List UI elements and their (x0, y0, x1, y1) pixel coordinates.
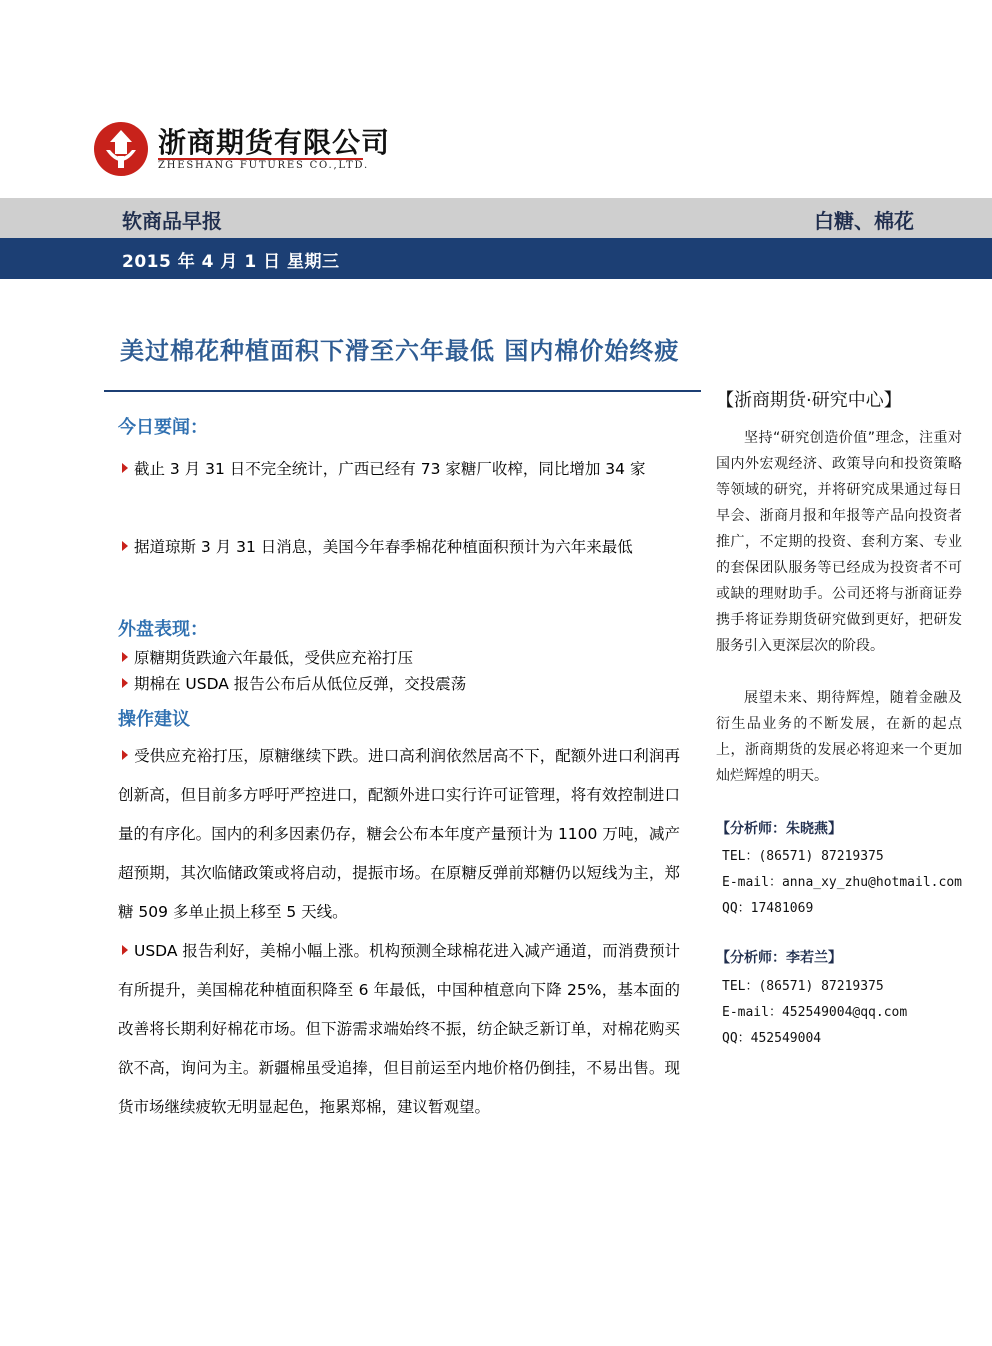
date-bar (0, 238, 992, 279)
research-center-outlook: 展望未来、期待辉煌，随着金融及衍生品业务的不断发展，在新的起点上，浙商期货的发展必将迎来一个更加灿烂辉煌的明天。 (716, 690, 962, 784)
research-center-heading: 【浙商期货·研究中心】 (716, 390, 902, 411)
company-name-cn: 浙商期货有限公司 (158, 126, 391, 159)
advice-cotton: USDA 报告利好，美棉小幅上涨。机构预测全球棉花进入减产通道，而消费预计有所提升，美国棉花种植面积降至 6 年最低，中国种植意向下降 25%，基本面的改善将长期利好棉花市场。但下游需求端始终不振，纺企缺乏新订单，对棉花购买欲不高，询问为主。新疆棉虽受追捧，但目前运至内地价格仍倒挂，不易出售。现货市场继续疲软无明显起色，拖累郑棉，建议暂观望。 (118, 942, 680, 1116)
company-name-en: ZHESHANG FUTURES CO.,LTD. (158, 160, 369, 171)
bullet-arrow-icon (122, 541, 128, 551)
report-date: 2015 年 4 月 1 日 星期三 (122, 252, 340, 272)
today-news-heading: 今日要闻： (118, 417, 208, 438)
bullet-arrow-icon (122, 750, 128, 760)
analyst-2-tel: TEL：(86571) 87219375 (722, 979, 884, 994)
title-divider (104, 390, 701, 392)
analyst-2-heading: 【分析师：李若兰】 (716, 950, 842, 966)
bullet-arrow-icon (122, 652, 128, 662)
bullet-arrow-icon (122, 463, 128, 473)
today-news-item: 据道琼斯 3 月 31 日消息，美国今年春季棉花种植面积预计为六年来最低 (118, 528, 680, 567)
page-title: 美过棉花种植面积下滑至六年最低 国内棉价始终疲 (120, 337, 680, 365)
research-center-intro: 坚持“研究创造价值”理念，注重对国内外宏观经济、政策导向和投资策略等领域的研究，并将研究成果通过每日早会、浙商月报和年报等产品向投资者推广，不定期的投资、套利方案、专业的套保团队服务等已经成为投资者不可或缺的理财助手。公司还将与浙商证券携手将证券期货研究做到更好，把研发服务引入更深层次的阶段。 (716, 430, 962, 654)
bullet-arrow-icon (122, 678, 128, 688)
today-news-item: 截止 3 月 31 日不完全统计，广西已经有 73 家糖厂收榨，同比增加 34 家 (118, 450, 680, 489)
analyst-1-email[interactable]: E-mail：anna_xy_zhu@hotmail.com (722, 875, 962, 890)
overseas-item: 期棉在 USDA 报告公布后从低位反弹，交投震荡 (118, 671, 680, 698)
bullet-arrow-icon (122, 945, 128, 955)
analyst-2-qq: QQ：452549004 (722, 1031, 822, 1046)
advice-sugar: 受供应充裕打压，原糖继续下跌。进口高利润依然居高不下，配额外进口利润再创新高，但目前多方呼吁严控进口，配额外进口实行许可证管理，将有效控制进口量的有序化。国内的利多因素仍存，糖会公布本年度产量预计为 1100 万吨，减产超预期，其次临储政策或将启动，提振市场。在原糖反弹前郑糖仍以短线为主，郑糖 509 多单止损上移至 5 天线。 (118, 747, 680, 921)
analyst-1-heading: 【分析师：朱晓燕】 (716, 821, 842, 837)
report-products: 白糖、棉花 (814, 209, 914, 233)
overseas-item: 原糖期货跌逾六年最低，受供应充裕打压 (118, 645, 680, 672)
report-type: 软商品早报 (122, 209, 222, 233)
analyst-1-qq: QQ：17481069 (722, 901, 814, 916)
overseas-heading: 外盘表现： (118, 619, 208, 640)
analyst-1-tel: TEL：(86571) 87219375 (722, 849, 884, 864)
analyst-2-email[interactable]: E-mail：452549004@qq.com (722, 1005, 908, 1020)
report-type-bar (0, 198, 992, 238)
advice-heading: 操作建议 (118, 709, 190, 730)
company-logo-icon (92, 120, 150, 178)
